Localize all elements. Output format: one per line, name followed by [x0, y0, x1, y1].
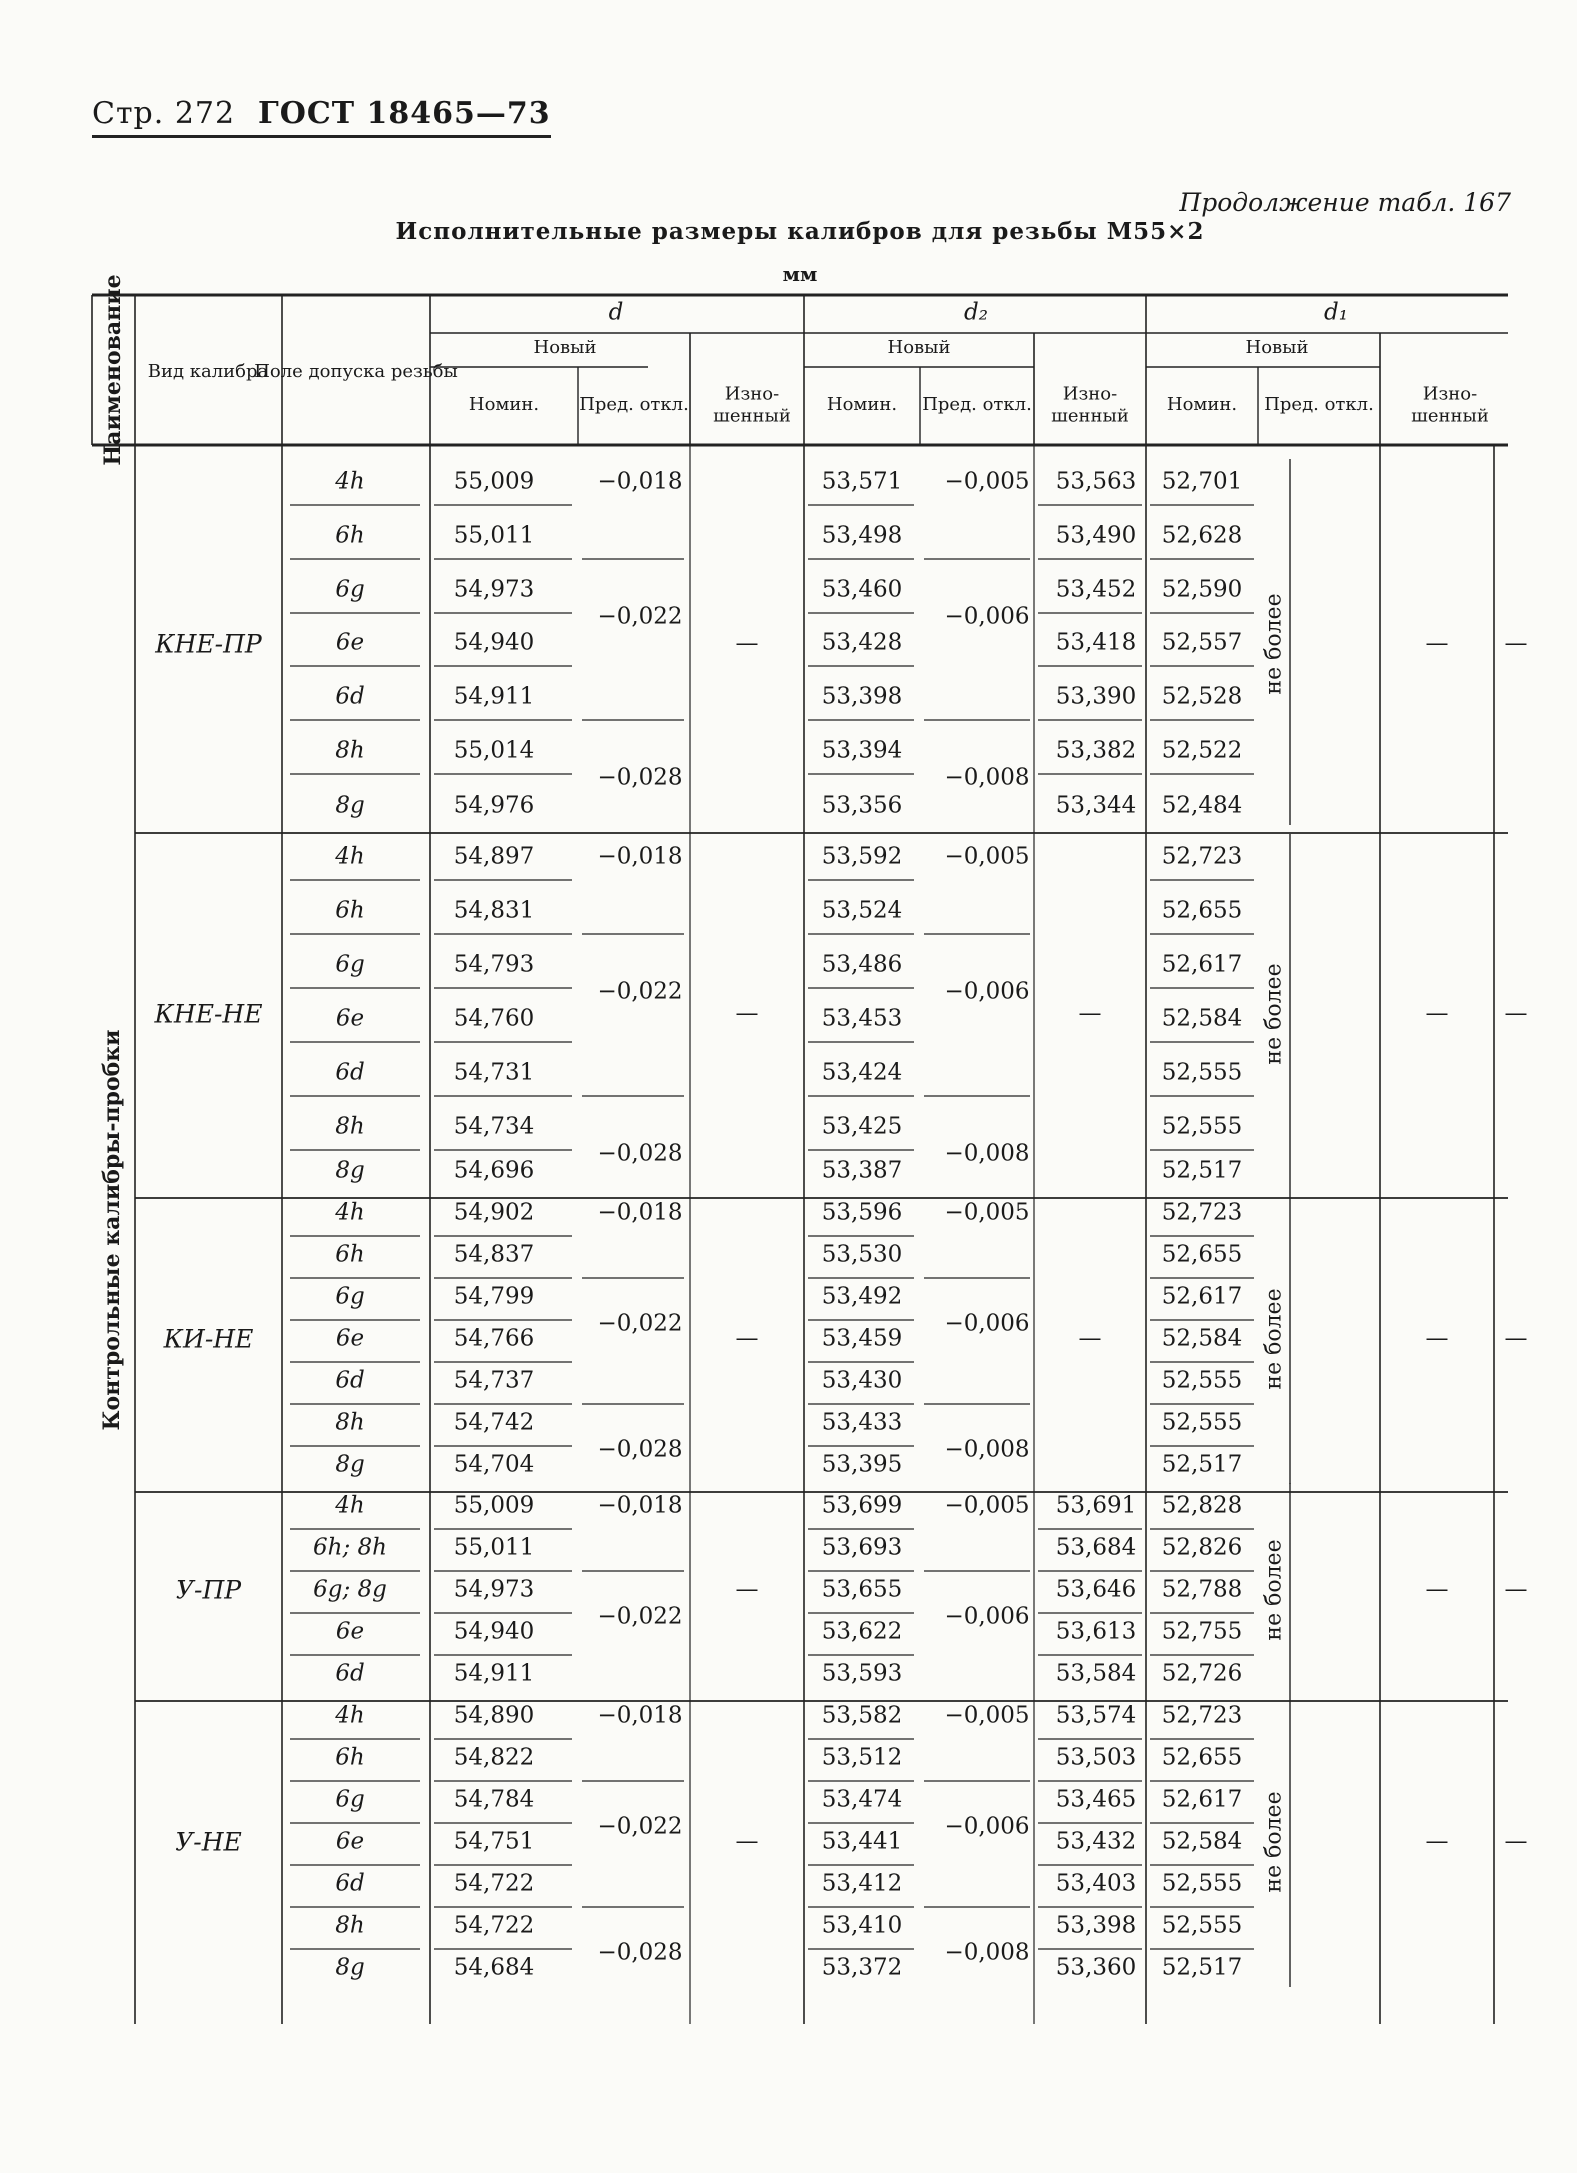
d-deviation-cell: −0,018: [597, 1492, 683, 1519]
tolerance-cell: 4h: [335, 1492, 365, 1519]
gauge-type-label: КИ-НЕ: [163, 1324, 254, 1354]
d2-worn-dash: —: [1078, 1000, 1102, 1027]
d2-worn-cell: 53,452: [1055, 576, 1137, 603]
d2-deviation-cell: −0,006: [944, 1603, 1030, 1630]
d-nominal-cell: 54,837: [453, 1241, 535, 1268]
d-deviation-cell: −0,018: [597, 1199, 683, 1226]
d2-deviation-cell: −0,005: [944, 1702, 1030, 1729]
column-subheader: Изно- шенный: [713, 383, 791, 426]
d1-nominal-cell: 52,826: [1161, 1534, 1243, 1561]
d-nominal-cell: 54,973: [453, 576, 535, 603]
d2-nominal-cell: 53,498: [821, 522, 903, 549]
d2-deviation-cell: −0,005: [944, 1492, 1030, 1519]
column-d-header: d: [608, 299, 624, 326]
d2-nominal-cell: 53,592: [821, 843, 903, 870]
not-more-label: не более: [1261, 593, 1287, 695]
d2-nominal-cell: 53,524: [821, 897, 903, 924]
d-deviation-cell: −0,018: [597, 843, 683, 870]
d1-nominal-cell: 52,517: [1161, 1451, 1243, 1478]
d2-deviation-cell: −0,006: [944, 1813, 1030, 1840]
d1-worn-dash: —: [1504, 1828, 1528, 1855]
d1-nominal-cell: 52,584: [1161, 1005, 1243, 1032]
gauge-type-label: У-ПР: [175, 1575, 242, 1605]
gauge-type-label: У-НЕ: [175, 1827, 242, 1857]
tolerance-cell: 6g: [335, 1283, 365, 1310]
d-deviation-cell: −0,022: [597, 1603, 683, 1630]
tolerance-cell: 6d: [335, 1870, 365, 1897]
tolerance-cell: 6d: [335, 1367, 365, 1394]
tolerance-cell: 8h: [335, 737, 365, 764]
d2-nominal-cell: 53,622: [821, 1618, 903, 1645]
d2-nominal-cell: 53,693: [821, 1534, 903, 1561]
d2-nominal-cell: 53,387: [821, 1157, 903, 1184]
d2-deviation-cell: −0,006: [944, 1310, 1030, 1337]
d-nominal-cell: 54,734: [453, 1113, 535, 1140]
tolerance-cell: 8g: [335, 1157, 365, 1184]
d1-nominal-cell: 52,557: [1161, 629, 1243, 656]
d1-worn-dash: —: [1504, 1576, 1528, 1603]
d2-worn-cell: 53,503: [1055, 1744, 1137, 1771]
d-nominal-cell: 54,751: [453, 1828, 535, 1855]
d-deviation-cell: −0,022: [597, 603, 683, 630]
d2-deviation-cell: −0,006: [944, 978, 1030, 1005]
d2-worn-cell: 53,344: [1055, 792, 1137, 819]
d-deviation-cell: −0,022: [597, 1813, 683, 1840]
column-subheader: Пред. откл.: [1264, 394, 1374, 416]
d-nominal-cell: 54,911: [453, 683, 535, 710]
tolerance-cell: 6g; 8g: [313, 1576, 387, 1603]
d2-deviation-cell: −0,006: [944, 603, 1030, 630]
table-unit: мм: [782, 262, 818, 286]
tolerance-cell: 8h: [335, 1113, 365, 1140]
d2-nominal-cell: 53,433: [821, 1409, 903, 1436]
d2-worn-cell: 53,691: [1055, 1492, 1137, 1519]
d2-nominal-cell: 53,395: [821, 1451, 903, 1478]
d-deviation-cell: −0,028: [597, 1436, 683, 1463]
d-deviation-cell: −0,028: [597, 764, 683, 791]
d2-worn-cell: 53,584: [1055, 1660, 1137, 1687]
column-subheader: Пред. откл.: [579, 394, 689, 416]
d-deviation-cell: −0,018: [597, 468, 683, 495]
d2-nominal-cell: 53,425: [821, 1113, 903, 1140]
d2-nominal-cell: 53,453: [821, 1005, 903, 1032]
tolerance-cell: 4h: [335, 1702, 365, 1729]
d-nominal-cell: 54,722: [453, 1912, 535, 1939]
d1-nominal-cell: 52,517: [1161, 1157, 1243, 1184]
d-deviation-cell: −0,028: [597, 1939, 683, 1966]
d1-nominal-cell: 52,555: [1161, 1912, 1243, 1939]
d1-nominal-cell: 52,555: [1161, 1059, 1243, 1086]
page-number: Стр. 272: [92, 96, 236, 131]
tolerance-cell: 6d: [335, 1059, 365, 1086]
d1-nominal-cell: 52,788: [1161, 1576, 1243, 1603]
d2-nominal-cell: 53,459: [821, 1325, 903, 1352]
tolerance-cell: 6e: [335, 1325, 365, 1352]
d2-deviation-cell: −0,005: [944, 1199, 1030, 1226]
tolerance-cell: 6h: [335, 522, 365, 549]
d-nominal-cell: 54,784: [453, 1786, 535, 1813]
d-nominal-cell: 54,799: [453, 1283, 535, 1310]
d2-worn-cell: 53,465: [1055, 1786, 1137, 1813]
tolerance-cell: 6e: [335, 1005, 365, 1032]
d1-nominal-cell: 52,617: [1161, 1283, 1243, 1310]
column-name-header: Наименование: [100, 274, 126, 466]
d1-nominal-cell: 52,555: [1161, 1113, 1243, 1140]
d1-nominal-cell: 52,655: [1161, 897, 1243, 924]
gauge-type-label: КНЕ-НЕ: [154, 999, 263, 1029]
d2-nominal-cell: 53,593: [821, 1660, 903, 1687]
d-nominal-cell: 55,009: [453, 1492, 535, 1519]
d2-worn-cell: 53,403: [1055, 1870, 1137, 1897]
tolerance-cell: 8g: [335, 792, 365, 819]
d1-worn-dash: —: [1504, 1000, 1528, 1027]
d-deviation-cell: −0,022: [597, 1310, 683, 1337]
d2-worn-cell: 53,490: [1055, 522, 1137, 549]
d1-nominal-cell: 52,590: [1161, 576, 1243, 603]
column-subheader: Пред. откл.: [922, 394, 1032, 416]
d1-nominal-cell: 52,617: [1161, 951, 1243, 978]
d2-worn-cell: 53,390: [1055, 683, 1137, 710]
d1-nominal-cell: 52,723: [1161, 1702, 1243, 1729]
column-new-header: Новый: [533, 337, 597, 359]
d2-worn-cell: 53,563: [1055, 468, 1137, 495]
tolerance-cell: 6h: [335, 897, 365, 924]
d-nominal-cell: 54,722: [453, 1870, 535, 1897]
column-type-header: Вид калибра: [147, 361, 269, 383]
d-deviation-cell: −0,018: [597, 1702, 683, 1729]
d2-deviation-cell: −0,008: [944, 1436, 1030, 1463]
d1-dev-dash: —: [1425, 1576, 1449, 1603]
d2-worn-cell: 53,684: [1055, 1534, 1137, 1561]
tolerance-cell: 6e: [335, 629, 365, 656]
d1-nominal-cell: 52,555: [1161, 1367, 1243, 1394]
d-nominal-cell: 55,009: [453, 468, 535, 495]
d-nominal-cell: 54,940: [453, 629, 535, 656]
column-d2-header: d₂: [964, 299, 988, 326]
d2-deviation-cell: −0,005: [944, 843, 1030, 870]
d2-nominal-cell: 53,410: [821, 1912, 903, 1939]
d2-nominal-cell: 53,394: [821, 737, 903, 764]
d-nominal-cell: 54,973: [453, 1576, 535, 1603]
d-nominal-cell: 54,976: [453, 792, 535, 819]
not-more-label: не более: [1261, 1288, 1287, 1390]
column-d1-header: d₁: [1324, 299, 1348, 326]
tolerance-cell: 4h: [335, 843, 365, 870]
d2-nominal-cell: 53,655: [821, 1576, 903, 1603]
d2-worn-cell: 53,432: [1055, 1828, 1137, 1855]
d-nominal-cell: 54,731: [453, 1059, 535, 1086]
d1-nominal-cell: 52,617: [1161, 1786, 1243, 1813]
column-tolerance-header: Поле допуска резьбы: [254, 361, 458, 383]
tolerance-cell: 8g: [335, 1954, 365, 1981]
d1-nominal-cell: 52,655: [1161, 1744, 1243, 1771]
d1-nominal-cell: 52,522: [1161, 737, 1243, 764]
d-nominal-cell: 55,011: [453, 1534, 535, 1561]
d1-nominal-cell: 52,555: [1161, 1409, 1243, 1436]
d2-deviation-cell: −0,008: [944, 1939, 1030, 1966]
d2-worn-cell: 53,646: [1055, 1576, 1137, 1603]
d-worn-dash: —: [735, 1828, 759, 1855]
d1-nominal-cell: 52,517: [1161, 1954, 1243, 1981]
d1-dev-dash: —: [1425, 1828, 1449, 1855]
d1-nominal-cell: 52,723: [1161, 1199, 1243, 1226]
d1-dev-dash: —: [1425, 1000, 1449, 1027]
tolerance-cell: 6g: [335, 951, 365, 978]
d-nominal-cell: 54,902: [453, 1199, 535, 1226]
d-nominal-cell: 54,911: [453, 1660, 535, 1687]
d1-worn-dash: —: [1504, 630, 1528, 657]
d2-worn-cell: 53,574: [1055, 1702, 1137, 1729]
tolerance-cell: 6e: [335, 1828, 365, 1855]
d2-nominal-cell: 53,398: [821, 683, 903, 710]
d2-nominal-cell: 53,486: [821, 951, 903, 978]
column-new-header: Новый: [1245, 337, 1309, 359]
table-continuation: Продолжение табл. 167: [1179, 188, 1511, 217]
d2-nominal-cell: 53,424: [821, 1059, 903, 1086]
tolerance-cell: 8g: [335, 1451, 365, 1478]
tolerance-cell: 6g: [335, 1786, 365, 1813]
d1-nominal-cell: 52,584: [1161, 1828, 1243, 1855]
d2-worn-cell: 53,613: [1055, 1618, 1137, 1645]
d-worn-dash: —: [735, 1000, 759, 1027]
tolerance-cell: 6h; 8h: [313, 1534, 387, 1561]
table-title: Исполнительные размеры калибров для резьбы М55×2: [395, 218, 1205, 245]
tolerance-cell: 8h: [335, 1409, 365, 1436]
d2-deviation-cell: −0,008: [944, 1140, 1030, 1167]
d2-nominal-cell: 53,596: [821, 1199, 903, 1226]
d-nominal-cell: 54,684: [453, 1954, 535, 1981]
tolerance-cell: 6d: [335, 683, 365, 710]
d-nominal-cell: 54,766: [453, 1325, 535, 1352]
d-nominal-cell: 55,014: [453, 737, 535, 764]
d2-nominal-cell: 53,356: [821, 792, 903, 819]
d-nominal-cell: 54,696: [453, 1157, 535, 1184]
d2-worn-cell: 53,418: [1055, 629, 1137, 656]
d2-nominal-cell: 53,412: [821, 1870, 903, 1897]
d-nominal-cell: 54,890: [453, 1702, 535, 1729]
d-nominal-cell: 54,793: [453, 951, 535, 978]
d-deviation-cell: −0,028: [597, 1140, 683, 1167]
column-subheader: Номин.: [468, 394, 540, 416]
d-nominal-cell: 54,737: [453, 1367, 535, 1394]
d1-nominal-cell: 52,755: [1161, 1618, 1243, 1645]
d-nominal-cell: 54,704: [453, 1451, 535, 1478]
d2-nominal-cell: 53,582: [821, 1702, 903, 1729]
not-more-label: не более: [1261, 1539, 1287, 1641]
d1-nominal-cell: 52,655: [1161, 1241, 1243, 1268]
tolerance-cell: 6h: [335, 1241, 365, 1268]
d2-nominal-cell: 53,372: [821, 1954, 903, 1981]
d-deviation-cell: −0,022: [597, 978, 683, 1005]
d2-deviation-cell: −0,008: [944, 764, 1030, 791]
d-nominal-cell: 54,831: [453, 897, 535, 924]
tolerance-cell: 6e: [335, 1618, 365, 1645]
tolerance-cell: 6g: [335, 576, 365, 603]
d1-nominal-cell: 52,701: [1161, 468, 1243, 495]
d2-deviation-cell: −0,005: [944, 468, 1030, 495]
d-nominal-cell: 54,822: [453, 1744, 535, 1771]
d-worn-dash: —: [735, 1576, 759, 1603]
d2-worn-cell: 53,382: [1055, 737, 1137, 764]
d-worn-dash: —: [735, 630, 759, 657]
d2-nominal-cell: 53,699: [821, 1492, 903, 1519]
d1-nominal-cell: 52,584: [1161, 1325, 1243, 1352]
d-nominal-cell: 54,897: [453, 843, 535, 870]
d1-nominal-cell: 52,828: [1161, 1492, 1243, 1519]
column-subheader: Изно- шенный: [1051, 383, 1129, 426]
column-subheader: Номин.: [1166, 394, 1238, 416]
d1-nominal-cell: 52,555: [1161, 1870, 1243, 1897]
d-nominal-cell: 54,760: [453, 1005, 535, 1032]
tolerance-cell: 6d: [335, 1660, 365, 1687]
tolerance-cell: 6h: [335, 1744, 365, 1771]
d1-nominal-cell: 52,628: [1161, 522, 1243, 549]
tolerance-cell: 4h: [335, 468, 365, 495]
d1-nominal-cell: 52,484: [1161, 792, 1243, 819]
d1-dev-dash: —: [1425, 1325, 1449, 1352]
d1-nominal-cell: 52,528: [1161, 683, 1243, 710]
d2-nominal-cell: 53,530: [821, 1241, 903, 1268]
d-nominal-cell: 54,742: [453, 1409, 535, 1436]
d2-nominal-cell: 53,474: [821, 1786, 903, 1813]
not-more-label: не более: [1261, 963, 1287, 1065]
d-worn-dash: —: [735, 1325, 759, 1352]
column-new-header: Новый: [887, 337, 951, 359]
d2-nominal-cell: 53,430: [821, 1367, 903, 1394]
d1-dev-dash: —: [1425, 630, 1449, 657]
d1-nominal-cell: 52,726: [1161, 1660, 1243, 1687]
d1-worn-dash: —: [1504, 1325, 1528, 1352]
d2-nominal-cell: 53,460: [821, 576, 903, 603]
d2-worn-cell: 53,360: [1055, 1954, 1137, 1981]
standard-number: ГОСТ 18465—73: [257, 96, 551, 131]
column-subheader: Номин.: [826, 394, 898, 416]
d2-nominal-cell: 53,441: [821, 1828, 903, 1855]
d2-nominal-cell: 53,512: [821, 1744, 903, 1771]
not-more-label: не более: [1261, 1791, 1287, 1893]
d1-nominal-cell: 52,723: [1161, 843, 1243, 870]
d-nominal-cell: 54,940: [453, 1618, 535, 1645]
d2-nominal-cell: 53,571: [821, 468, 903, 495]
d-nominal-cell: 55,011: [453, 522, 535, 549]
side-label: Контрольные калибры-пробки: [99, 1029, 125, 1431]
column-subheader: Изно- шенный: [1411, 383, 1489, 426]
tolerance-cell: 4h: [335, 1199, 365, 1226]
d2-worn-dash: —: [1078, 1325, 1102, 1352]
d2-nominal-cell: 53,428: [821, 629, 903, 656]
tolerance-cell: 8h: [335, 1912, 365, 1939]
gauge-type-label: КНЕ-ПР: [155, 629, 262, 659]
d2-worn-cell: 53,398: [1055, 1912, 1137, 1939]
d2-nominal-cell: 53,492: [821, 1283, 903, 1310]
